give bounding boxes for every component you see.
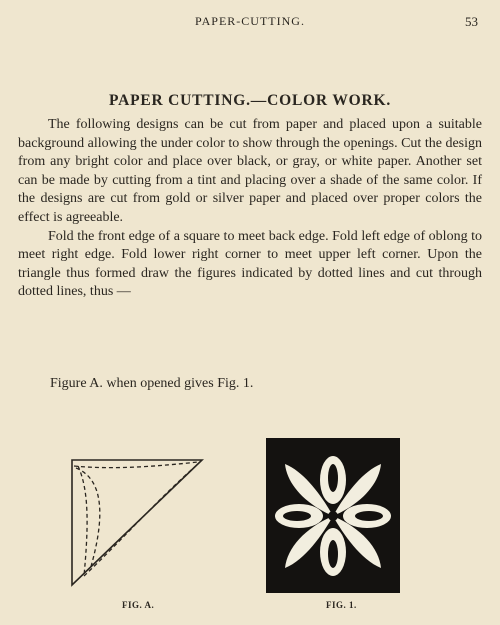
dotted-cut-line-outer xyxy=(74,462,198,468)
page-number: 53 xyxy=(465,14,478,29)
figure-a-diagram xyxy=(60,452,210,594)
dotted-cut-line-inner xyxy=(78,464,198,576)
running-title: PAPER-CUTTING. xyxy=(195,14,305,28)
figure-a-label: FIG. A. xyxy=(122,600,155,610)
figure-1-diagram xyxy=(266,438,400,593)
section-title: PAPER CUTTING.—COLOR WORK. xyxy=(108,92,392,109)
paragraph: The following designs can be cut from paper and placed upon a suitable background allowing the under color to show through the openings. Cut the design from any bright color and place over black, or gray, or white paper. Another set can be made by cutting from a tint and placing over a shade of the same color. If the designs are cut from gold or silver paper and placed over proper colors the effect is agreeable. xyxy=(18,117,482,225)
body-text xyxy=(18,116,482,302)
figure-1-label: FIG. 1. xyxy=(326,600,357,610)
running-head xyxy=(0,14,500,32)
paragraph: Fold the front edge of a square to meet back edge. Fold left edge of oblong to meet right edge. Fold lower right corner to meet upper left corner. Upon the triangle thus formed draw the figures indicated by dotted lines and cut through dotted lines, thus — xyxy=(18,228,482,300)
figure-caption-line: Figure A. when opened gives Fig. 1. xyxy=(50,376,254,391)
dotted-cut-line-middle xyxy=(76,468,100,570)
